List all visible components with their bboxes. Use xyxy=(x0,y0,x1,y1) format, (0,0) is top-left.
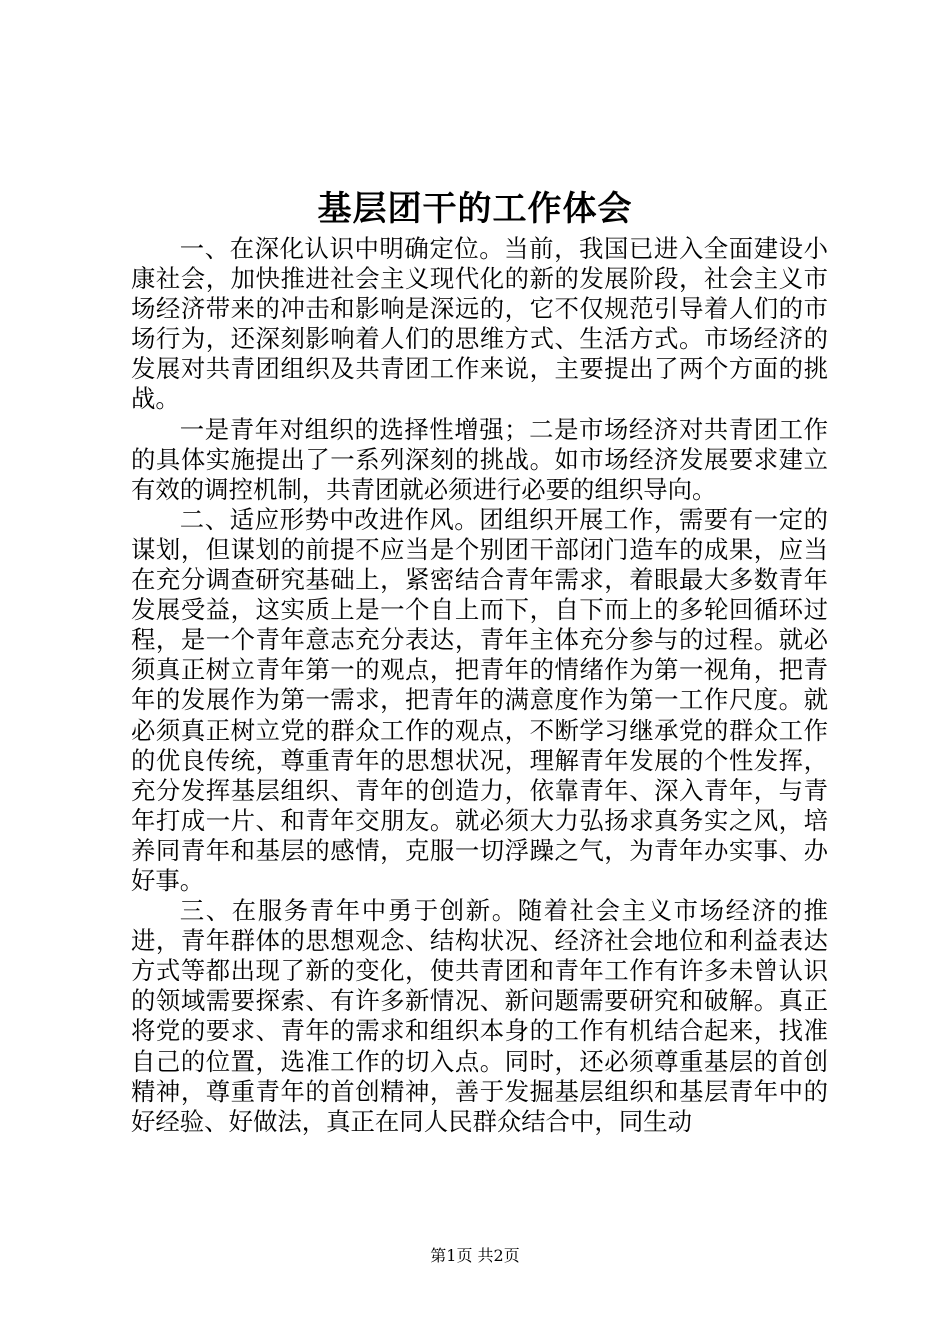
paragraph-2: 一是青年对组织的选择性增强；二是市场经济对共青团工作的具体实施提出了一系列深刻的挑战。如市场经济发展要求建立有效的调控机制，共青团就必须进行必要的组织导向。 xyxy=(131,414,828,504)
paragraph-3: 二、适应形势中改进作风。团组织开展工作，需要有一定的谋划，但谋划的前提不应当是个别团干部闭门造车的成果，应当在充分调查研究基础上，紧密结合青年需求，着眼最大多数青年发展受益，这实质上是一个自上而下，自下而上的多轮回循环过程，是一个青年意志充分表达，青年主体充分参与的过程。就必须真正树立青年第一的观点，把青年的情绪作为第一视角，把青年的发展作为第一需求，把青年的满意度作为第一工作尺度。就必须真正树立党的群众工作的观点，不断学习继承党的群众工作的优良传统，尊重青年的思想状况，理解青年发展的个性发挥，充分发挥基层组织、青年的创造力，依靠青年、深入青年，与青年打成一片、和青年交朋友。就必须大力弘扬求真务实之风，培养同青年和基层的感情，克服一切浮躁之气，为青年办实事、办好事。 xyxy=(131,504,828,895)
paragraph-1: 一、在深化认识中明确定位。当前，我国已进入全面建设小康社会，加快推进社会主义现代化的新的发展阶段，社会主义市场经济带来的冲击和影响是深远的，它不仅规范引导着人们的市场行为，还深刻影响着人们的思维方式、生活方式。市场经济的发展对共青团组织及共青团工作来说，主要提出了两个方面的挑战。 xyxy=(131,234,828,414)
paragraph-4: 三、在服务青年中勇于创新。随着社会主义市场经济的推进，青年群体的思想观念、结构状况、经济社会地位和利益表达方式等都出现了新的变化，使共青团和青年工作有许多未曾认识的领域需要探索、有许多新情况、新问题需要研究和破解。真正将党的要求、青年的需求和组织本身的工作有机结合起来，找准自己的位置，选准工作的切入点。同时，还必须尊重基层的首创精神，尊重青年的首创精神，善于发掘基层组织和基层青年中的好经验、好做法，真正在同人民群众结合中，同生动 xyxy=(131,896,828,1136)
document-body xyxy=(131,234,828,1137)
document-title: 基层团干的工作体会 xyxy=(317,189,633,229)
page-number-footer: 第1页 共2页 xyxy=(430,1246,520,1265)
